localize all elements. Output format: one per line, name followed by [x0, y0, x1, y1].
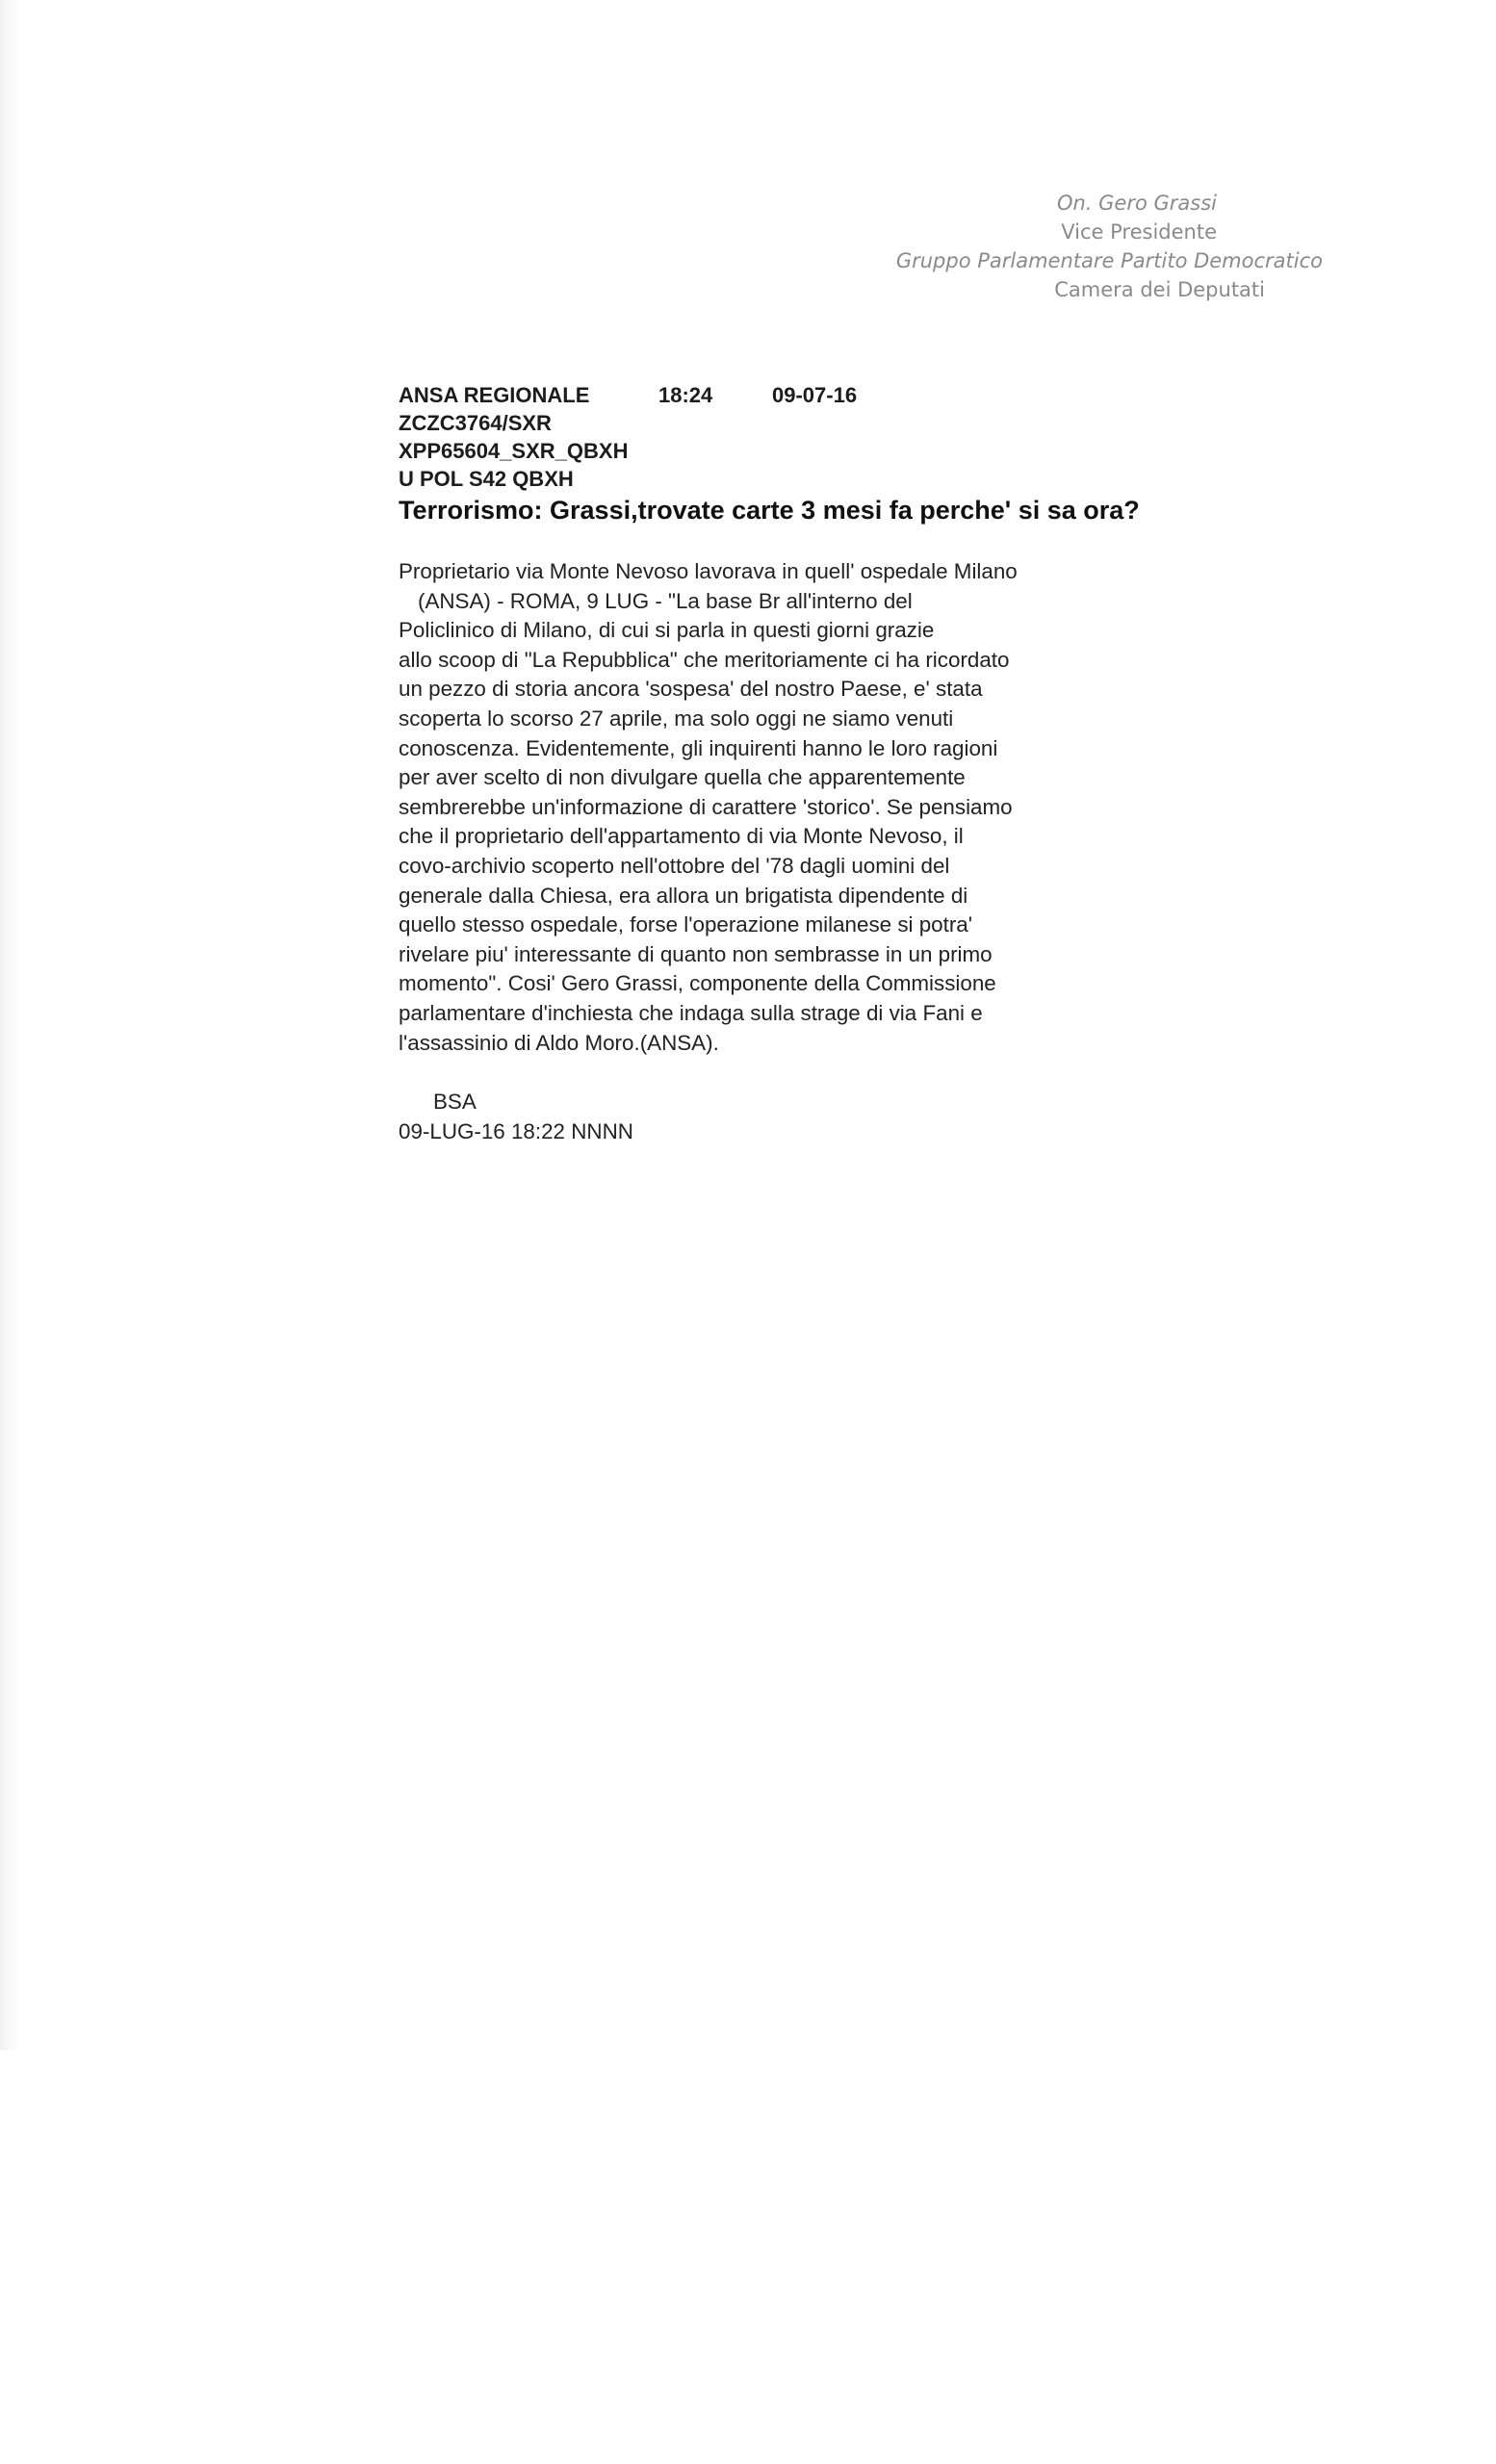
- dispatch-body: [399, 557, 1149, 1058]
- body-line: covo-archivio scoperto nell'ottobre del '78 dagli uomini del: [399, 853, 950, 878]
- dispatch-header: [399, 381, 1149, 409]
- body-line: generale dalla Chiesa, era allora un brigatista dipendente di: [399, 883, 968, 908]
- dispatch-code: ZCZC3764/SXR: [399, 411, 552, 435]
- body-line: scoperta lo scorso 27 aprile, ma solo oggi ne siamo venuti: [399, 706, 954, 731]
- letterhead-chamber: Camera dei Deputati: [1054, 278, 1265, 301]
- dispatch-code: XPP65604_SXR_QBXH: [399, 439, 629, 463]
- author-initials: BSA: [433, 1090, 477, 1115]
- letterhead-name: On. Gero Grassi: [1056, 192, 1217, 215]
- body-line: quello stesso ospedale, forse l'operazione milanese si potra': [399, 912, 973, 937]
- letterhead: [822, 189, 1323, 304]
- body-line: Policlinico di Milano, di cui si parla in questi giorni grazie: [399, 618, 935, 643]
- body-line: che il proprietario dell'appartamento di via Monte Nevoso, il: [399, 824, 964, 849]
- news-dispatch: [399, 381, 1149, 1146]
- dispatch-date: 09-07-16: [772, 383, 858, 407]
- body-line: conoscenza. Evidentemente, gli inquirenti hanno le loro ragioni: [399, 735, 998, 760]
- dispatch-agency: ANSA REGIONALE: [399, 383, 590, 407]
- dispatch-time: 18:24: [658, 383, 713, 407]
- dispatch-code: U POL S42 QBXH: [399, 467, 574, 491]
- letterhead-role: Vice Presidente: [1061, 220, 1217, 244]
- body-line: un pezzo di storia ancora 'sospesa' del nostro Paese, e' stata: [399, 677, 983, 702]
- dispatch-headline: Terrorismo: Grassi,trovate carte 3 mesi fa perche' si sa ora?: [399, 496, 1140, 525]
- dispatch-signature: [399, 1088, 1149, 1146]
- body-line: allo scoop di "La Repubblica" che meritoriamente ci ha ricordato: [399, 647, 1010, 672]
- body-line: per aver scelto di non divulgare quella che apparentemente: [399, 765, 966, 790]
- body-line: (ANSA) - ROMA, 9 LUG - "La base Br all'interno del: [418, 588, 913, 613]
- footer-stamp: 09-LUG-16 18:22 NNNN: [399, 1118, 633, 1143]
- body-line: Proprietario via Monte Nevoso lavorava in quell' ospedale Milano: [399, 559, 1018, 583]
- body-line: sembrerebbe un'informazione di carattere 'storico'. Se pensiamo: [399, 794, 1013, 819]
- body-line: l'assassinio di Aldo Moro.(ANSA).: [399, 1030, 719, 1055]
- body-line: momento". Cosi' Gero Grassi, componente della Commissione: [399, 971, 996, 996]
- body-line: rivelare piu' interessante di quanto non sembrasse in un primo: [399, 941, 993, 966]
- scan-edge: [0, 0, 19, 2050]
- body-line: parlamentare d'inchiesta che indaga sulla strage di via Fani e: [399, 1000, 983, 1025]
- letterhead-group: Gruppo Parlamentare Partito Democratico: [895, 249, 1323, 272]
